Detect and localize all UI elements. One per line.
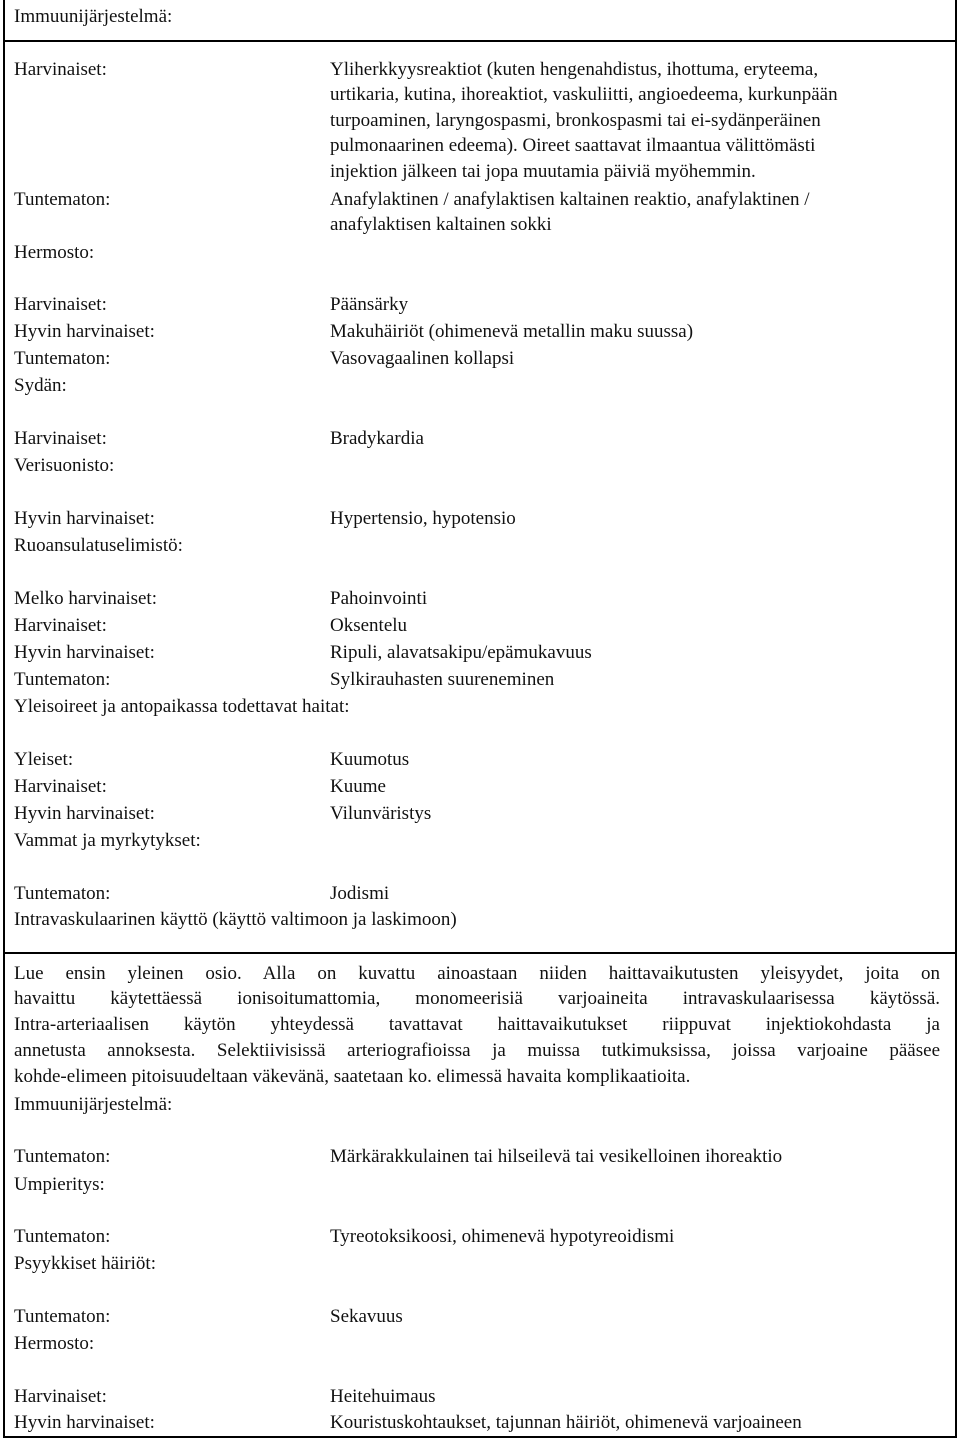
- row-label: Harvinaiset:: [14, 294, 107, 315]
- row-value: Jodismi: [330, 883, 390, 904]
- row-label: Tuntematon:: [14, 1146, 111, 1167]
- section-heading-general: Yleisoireet ja antopaikassa todettavat haitat:: [14, 696, 350, 717]
- row-value: Ripuli, alavatsakipu/epämukavuus: [330, 642, 592, 663]
- row-value: Heitehuimaus: [330, 1386, 436, 1407]
- row-value-line: Yliherkkyysreaktiot (kuten hengenahdistus, ihottuma, eryteema,: [330, 59, 819, 80]
- row-value: Kuumotus: [330, 749, 410, 770]
- row-label: Hyvin harvinaiset:: [14, 321, 155, 342]
- row-label: Hyvin harvinaiset:: [14, 1412, 155, 1433]
- paragraph-line: [14, 988, 940, 1010]
- divider-intravascular: [3, 952, 957, 954]
- section-heading-heart: Sydän:: [14, 375, 67, 396]
- row-label: Harvinaiset:: [14, 59, 107, 80]
- paragraph-line: [14, 1014, 940, 1036]
- section-heading-immune-2: Immuunijärjestelmä:: [14, 1094, 173, 1115]
- row-label: Melko harvinaiset:: [14, 588, 157, 609]
- row-value-line: injektion jälkeen tai jopa muutamia päiviä myöhemmin.: [330, 161, 756, 182]
- section-heading-injuries: Vammat ja myrkytykset:: [14, 830, 201, 851]
- row-value: Hypertensio, hypotensio: [330, 508, 516, 529]
- section-heading-nervous-2: Hermosto:: [14, 1333, 95, 1354]
- row-label: Tuntematon:: [14, 1306, 111, 1327]
- row-label: Tuntematon:: [14, 189, 111, 210]
- row-value: Sylkirauhasten suureneminen: [330, 669, 555, 690]
- row-label: Harvinaiset:: [14, 1386, 107, 1407]
- section-heading-immune: Immuunijärjestelmä:: [14, 6, 173, 27]
- row-label: Tuntematon:: [14, 883, 111, 904]
- row-value: Kuume: [330, 776, 386, 797]
- row-label: Hyvin harvinaiset:: [14, 508, 155, 529]
- paragraph-text: Lue ensin yleinen osio. Alla on kuvattu ainoastaan niiden haittavaikutusten yleisyydet, joita on: [14, 963, 940, 984]
- row-value: Märkärakkulainen tai hilseilevä tai vesikelloinen ihoreaktio: [330, 1146, 783, 1167]
- row-value-line: pulmonaarinen edeema). Oireet saattavat ilmaantua välittömästi: [330, 135, 816, 156]
- row-label: Tuntematon:: [14, 1226, 111, 1247]
- paragraph-text: kohde-elimeen pitoisuudeltaan väkevänä, saatetaan ko. elimessä havaita komplikaatioita.: [14, 1066, 691, 1087]
- section-heading-psychiatric: Psyykkiset häiriöt:: [14, 1253, 156, 1274]
- row-value-line: anafylaktisen kaltainen sokki: [330, 214, 552, 235]
- row-label: Hyvin harvinaiset:: [14, 642, 155, 663]
- row-value: Vasovagaalinen kollapsi: [330, 348, 515, 369]
- section-heading-gastro: Ruoansulatuselimistö:: [14, 535, 183, 556]
- row-value: Kouristuskohtaukset, tajunnan häiriöt, ohimenevä varjoaineen: [330, 1412, 802, 1433]
- row-label: Yleiset:: [14, 749, 74, 770]
- paragraph-line: [14, 963, 940, 985]
- section-heading-endocrine: Umpieritys:: [14, 1174, 105, 1195]
- row-label: Hyvin harvinaiset:: [14, 803, 155, 824]
- row-value: Pahoinvointi: [330, 588, 428, 609]
- row-value: Oksentelu: [330, 615, 408, 636]
- paragraph-line: [14, 1066, 690, 1088]
- row-label: Tuntematon:: [14, 669, 111, 690]
- row-value: Vilunväristys: [330, 803, 432, 824]
- paragraph-text: Intra-arteriaalisen käytön yhteydessä tavattavat haittavaikutukset riippuvat injektiokohdasta ja: [14, 1014, 940, 1035]
- row-value: Bradykardia: [330, 428, 424, 449]
- section-heading-nervous: Hermosto:: [14, 242, 95, 263]
- section-heading-vascular: Verisuonisto:: [14, 455, 115, 476]
- row-label: Tuntematon:: [14, 348, 111, 369]
- row-value: Makuhäiriöt (ohimenevä metallin maku suussa): [330, 321, 694, 342]
- intravascular-heading: Intravaskulaarinen käyttö (käyttö valtimoon ja laskimoon): [14, 909, 457, 930]
- row-label: Harvinaiset:: [14, 428, 107, 449]
- paragraph-text: havaittu käytettäessä ionisoitumattomia, monomeerisiä varjoaineita intravaskulaarisessa käytössä.: [14, 988, 940, 1009]
- row-value-line: urtikaria, kutina, ihoreaktiot, vaskuliitti, angioedeema, kurkunpään: [330, 84, 838, 105]
- row-label: Harvinaiset:: [14, 615, 107, 636]
- row-value-line: turpoaminen, laryngospasmi, bronkospasmi tai ei-sydänperäinen: [330, 110, 821, 131]
- row-value: Päänsärky: [330, 294, 409, 315]
- row-value: Sekavuus: [330, 1306, 403, 1327]
- row-value-line: Anafylaktinen / anafylaktisen kaltainen reaktio, anafylaktinen /: [330, 189, 810, 210]
- row-label: Harvinaiset:: [14, 776, 107, 797]
- paragraph-text: annetusta annoksesta. Selektiivisissä arteriografioissa ja muissa tutkimuksissa, joissa varjoaine pääsee: [14, 1040, 940, 1061]
- paragraph-line: [14, 1040, 940, 1062]
- divider-top: [3, 40, 957, 42]
- row-value: Tyreotoksikoosi, ohimenevä hypotyreoidismi: [330, 1226, 675, 1247]
